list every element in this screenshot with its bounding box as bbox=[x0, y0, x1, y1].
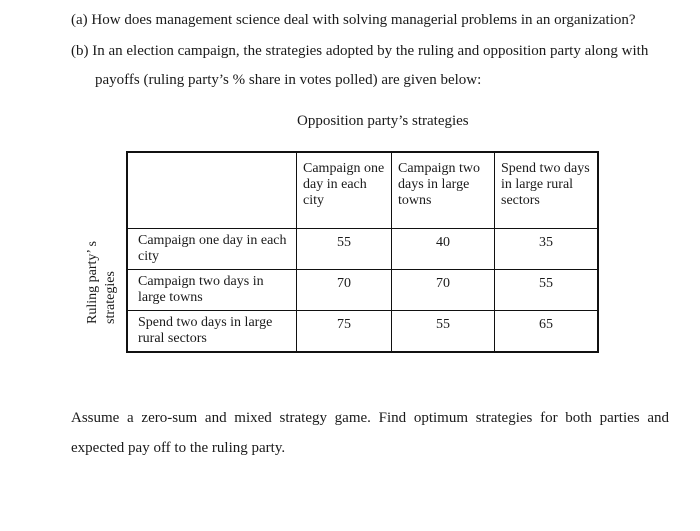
payoff-cell: 55 bbox=[392, 311, 495, 353]
payoff-cell: 35 bbox=[495, 229, 599, 270]
table-corner-cell bbox=[127, 152, 297, 229]
table-row bbox=[127, 311, 598, 353]
payoff-cell: 70 bbox=[392, 270, 495, 311]
payoff-cell: 65 bbox=[495, 311, 599, 353]
table-row bbox=[127, 270, 598, 311]
ruling-label-line2: strategies bbox=[103, 271, 118, 324]
table-row bbox=[127, 229, 598, 270]
table-header-row bbox=[127, 152, 598, 229]
column-header: Campaign two days in large towns bbox=[392, 152, 495, 229]
row-header: Campaign one day in each city bbox=[127, 229, 297, 270]
question-b-line1: (b) In an election campaign, the strategies adopted by the ruling and opposition party along with bbox=[71, 43, 649, 59]
row-header: Spend two days in large rural sectors bbox=[127, 311, 297, 353]
column-header: Campaign one day in each city bbox=[297, 152, 392, 229]
payoff-cell: 70 bbox=[297, 270, 392, 311]
question-b bbox=[71, 41, 671, 90]
payoff-table bbox=[126, 151, 599, 353]
ruling-strategies-label bbox=[84, 184, 132, 324]
opposition-strategies-title: Opposition party’s strategies bbox=[297, 113, 469, 129]
assumption-text: Assume a zero-sum and mixed strategy game. Find optimum strategies for both parties and expected pay off to the ruling party. bbox=[71, 410, 669, 456]
payoff-cell: 40 bbox=[392, 229, 495, 270]
question-b-line2: payoffs (ruling party’s % share in votes polled) are given below: bbox=[95, 72, 482, 88]
column-header: Spend two days in large rural sectors bbox=[495, 152, 599, 229]
ruling-label-line1: Ruling party’ s bbox=[85, 241, 100, 324]
question-a: (a) How does management science deal with solving managerial problems in an organization? bbox=[71, 12, 636, 28]
payoff-cell: 75 bbox=[297, 311, 392, 353]
row-header: Campaign two days in large towns bbox=[127, 270, 297, 311]
payoff-cell: 55 bbox=[297, 229, 392, 270]
payoff-cell: 55 bbox=[495, 270, 599, 311]
